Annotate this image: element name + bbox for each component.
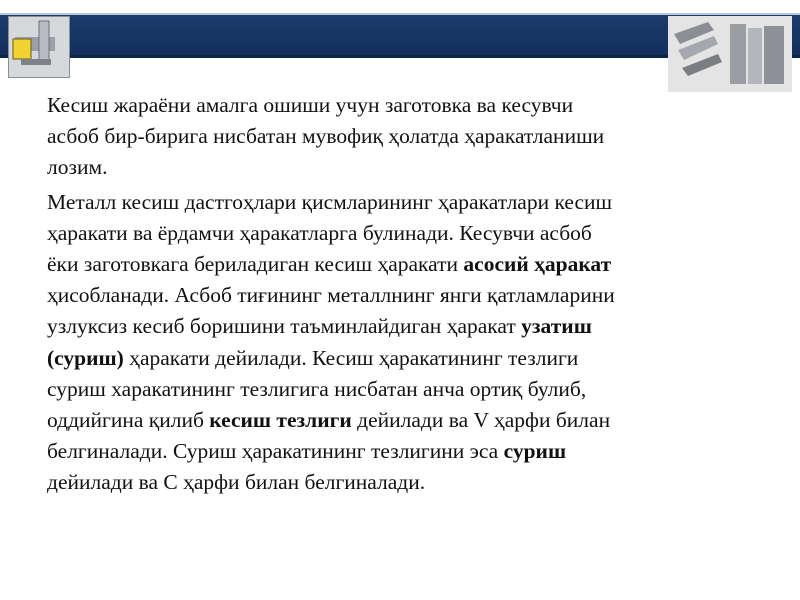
text-line bbox=[47, 90, 756, 121]
text-line bbox=[47, 218, 756, 249]
text-segment: Кесиш жараёни амалга ошиши учун заготовка ва кесувчи bbox=[47, 93, 574, 117]
bold-term: асосий ҳаракат bbox=[463, 252, 612, 277]
text-segment: оддийгина қилиб bbox=[47, 408, 210, 433]
text-line bbox=[47, 343, 756, 374]
bold-term: (суриш) bbox=[47, 345, 124, 370]
text-line bbox=[47, 405, 756, 436]
bold-term: кесиш тезлиги bbox=[209, 408, 352, 433]
text-segment: дейилади ва С ҳарфи билан белгиналади. bbox=[47, 470, 426, 495]
tool-image-left bbox=[8, 16, 70, 78]
text-segment: ҳисобланади. Асбоб тиғининг металлнинг янги қатламларини bbox=[47, 283, 615, 308]
text-segment: асбоб бир-бирига нисбатан мувофиқ ҳолатда ҳаракатланиши bbox=[47, 124, 605, 149]
text-segment: дейилади ва V ҳарфи билан bbox=[351, 408, 611, 433]
text-segment: ёки заготовкага бериладиган кесиш ҳаракати bbox=[47, 252, 464, 277]
paragraph bbox=[47, 90, 756, 184]
text-line bbox=[47, 374, 756, 405]
paragraph bbox=[47, 187, 756, 499]
text-line bbox=[47, 280, 756, 311]
bold-term: узатиш bbox=[521, 314, 592, 339]
text-line bbox=[47, 187, 756, 218]
text-segment: Металл кесиш дастгоҳлари қисмларининг ҳаракатлари кесиш bbox=[47, 189, 613, 214]
text-segment: узлуксиз кесиб боришини таъминлайдиган ҳаракат bbox=[47, 314, 522, 339]
text-content bbox=[47, 90, 756, 502]
text-line bbox=[47, 121, 756, 152]
bold-term: суриш bbox=[503, 439, 567, 464]
text-line bbox=[47, 467, 756, 498]
text-line bbox=[47, 249, 756, 280]
text-segment: суриш харакатининг тезлигига нисбатан анча ортиқ булиб, bbox=[47, 376, 587, 401]
text-line bbox=[47, 436, 756, 467]
text-segment: ҳаракати ва ёрдамчи ҳаракатларга булинади. Кесувчи асбоб bbox=[47, 220, 592, 245]
text-segment: лозим. bbox=[47, 155, 108, 180]
text-line bbox=[47, 152, 756, 183]
text-segment: белгиналади. Суриш ҳаракатининг тезлигини эса bbox=[47, 439, 504, 464]
text-segment: ҳаракати дейилади. Кесиш ҳаракатининг тезлиги bbox=[123, 345, 579, 370]
tool-image-right bbox=[668, 16, 792, 92]
text-line bbox=[47, 311, 756, 342]
